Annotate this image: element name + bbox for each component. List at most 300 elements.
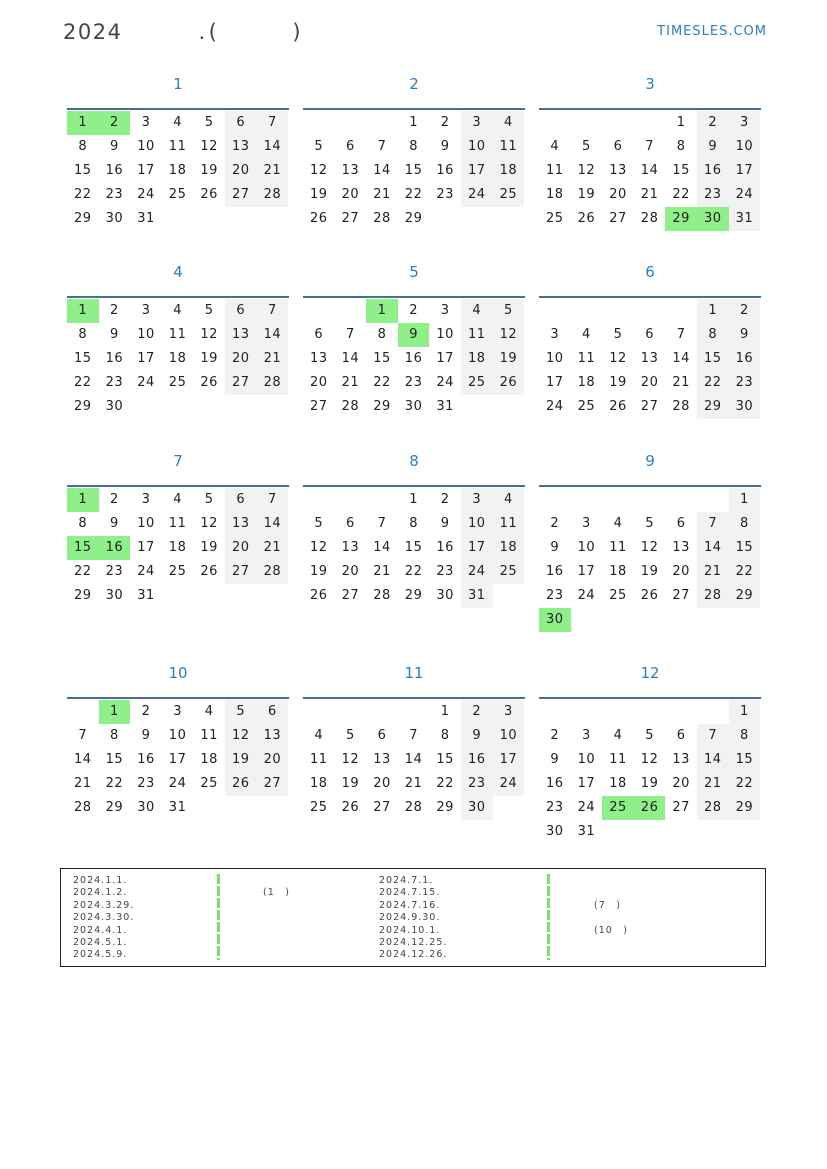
day-cell: 23: [105, 187, 124, 202]
day-cell: 10: [577, 752, 596, 767]
day-cell: 13: [672, 540, 690, 555]
day-cell: 8: [729, 512, 761, 536]
day-cell: 31: [461, 584, 493, 608]
day-cell: 22: [404, 187, 423, 202]
day-cell: 21: [697, 560, 729, 584]
day-cell: 25: [493, 183, 525, 207]
day-cell: 8: [729, 724, 761, 748]
day-cell: 6: [225, 299, 257, 323]
day-cell: 3: [493, 700, 525, 724]
day-cell: 1: [440, 704, 450, 719]
month-label: 1: [173, 75, 183, 93]
day-cell: 20: [225, 536, 257, 560]
month-days-grid: [303, 108, 525, 231]
day-cell: 15: [67, 536, 99, 560]
day-cell: 14: [257, 135, 289, 159]
day-cell: 13: [225, 323, 257, 347]
month-7: [67, 451, 289, 603]
day-cell: 7: [257, 111, 289, 135]
day-cell: 23: [546, 588, 564, 603]
day-cell: 4: [173, 115, 182, 130]
month-6: [539, 262, 761, 414]
day-cell: 2: [440, 492, 450, 507]
note-label-right-2: (10 ): [594, 925, 629, 936]
day-cell: 13: [672, 752, 690, 767]
day-cell: 15: [672, 163, 690, 178]
day-cell: 28: [697, 584, 729, 608]
day-cell: 3: [582, 516, 591, 531]
day-cell: 9: [729, 323, 761, 347]
day-cell: 20: [341, 187, 360, 202]
empty-cell: [602, 111, 634, 135]
day-cell: 4: [173, 492, 182, 507]
day-cell: 22: [697, 371, 729, 395]
day-cell: 30: [105, 211, 124, 226]
day-cell: 31: [137, 588, 155, 603]
day-cell: 21: [257, 347, 289, 371]
day-cell: 5: [645, 728, 654, 743]
day-cell: 29: [729, 796, 761, 820]
day-cell: 15: [729, 536, 761, 560]
empty-cell: [335, 111, 367, 135]
day-cell: 21: [697, 772, 729, 796]
day-cell: 22: [729, 560, 761, 584]
day-cell: 15: [105, 752, 124, 767]
day-cell: 12: [640, 752, 659, 767]
day-cell: 16: [105, 163, 124, 178]
day-cell: 23: [436, 564, 454, 579]
empty-cell: [602, 488, 634, 512]
month-days-grid: [539, 485, 761, 632]
day-cell: 19: [341, 776, 360, 791]
note-label-right-1: (7 ): [594, 900, 621, 911]
day-cell: 24: [137, 375, 155, 390]
day-cell: 5: [204, 303, 214, 318]
day-cell: 21: [257, 159, 289, 183]
day-cell: 16: [436, 540, 454, 555]
day-cell: 6: [645, 327, 654, 342]
day-cell: 19: [640, 776, 659, 791]
day-cell: 10: [137, 327, 155, 342]
day-cell: 16: [137, 752, 155, 767]
day-cell: 4: [582, 327, 591, 342]
day-cell: 20: [373, 776, 391, 791]
empty-cell: [697, 488, 729, 512]
day-cell: 4: [613, 728, 623, 743]
day-cell: 7: [78, 728, 88, 743]
empty-cell: [366, 111, 398, 135]
day-cell: 12: [577, 163, 596, 178]
day-cell: 30: [404, 399, 423, 414]
day-cell: 25: [602, 796, 634, 820]
day-cell: 21: [640, 187, 659, 202]
day-cell: 19: [200, 351, 218, 366]
day-cell: 25: [168, 375, 187, 390]
day-cell: 6: [225, 488, 257, 512]
day-cell: 14: [640, 163, 659, 178]
day-cell: 29: [665, 207, 697, 231]
month-days-grid: [303, 485, 525, 608]
day-cell: 9: [440, 516, 450, 531]
day-cell: 24: [577, 588, 596, 603]
day-cell: 2: [99, 111, 131, 135]
day-cell: 25: [609, 588, 627, 603]
empty-cell: [303, 488, 335, 512]
empty-cell: [571, 488, 603, 512]
day-cell: 29: [74, 211, 92, 226]
day-cell: 25: [200, 776, 218, 791]
month-label: 4: [173, 263, 183, 281]
day-cell: 16: [729, 347, 761, 371]
day-cell: 3: [550, 327, 560, 342]
day-cell: 28: [257, 560, 289, 584]
day-cell: 16: [404, 351, 423, 366]
month-days-grid: [303, 296, 525, 419]
note-date: 2024.12.26.: [379, 949, 448, 961]
day-cell: 2: [550, 516, 560, 531]
day-cell: 13: [257, 724, 289, 748]
day-cell: 28: [341, 399, 360, 414]
day-cell: 12: [200, 516, 218, 531]
day-cell: 18: [493, 159, 525, 183]
day-cell: 16: [99, 536, 131, 560]
day-cell: 22: [74, 564, 92, 579]
day-cell: 28: [640, 211, 659, 226]
empty-cell: [335, 700, 367, 724]
day-cell: 11: [168, 327, 187, 342]
day-cell: 9: [398, 323, 430, 347]
month-11: [303, 663, 525, 815]
day-cell: 5: [493, 299, 525, 323]
day-cell: 14: [74, 752, 92, 767]
day-cell: 20: [640, 375, 659, 390]
day-cell: 1: [409, 115, 418, 130]
day-cell: 17: [493, 748, 525, 772]
day-cell: 17: [729, 159, 761, 183]
day-cell: 28: [373, 588, 391, 603]
day-cell: 17: [546, 375, 564, 390]
day-cell: 9: [440, 139, 450, 154]
day-cell: 30: [546, 824, 564, 839]
day-cell: 18: [168, 540, 187, 555]
day-cell: 10: [436, 327, 454, 342]
day-cell: 27: [609, 211, 627, 226]
note-date: 2024.4.1.: [73, 924, 128, 936]
day-cell: 6: [613, 139, 623, 154]
month-10: [67, 663, 289, 815]
day-cell: 21: [404, 776, 423, 791]
day-cell: 28: [257, 183, 289, 207]
holiday-notes-box: [60, 868, 766, 967]
day-cell: 2: [550, 728, 560, 743]
day-cell: 31: [168, 800, 187, 815]
day-cell: 5: [582, 139, 591, 154]
day-cell: 13: [225, 135, 257, 159]
day-cell: 7: [697, 512, 729, 536]
day-cell: 18: [577, 375, 596, 390]
note-date: 2024.7.1.: [379, 875, 434, 886]
day-cell: 27: [310, 399, 328, 414]
day-cell: 19: [200, 163, 218, 178]
day-cell: 23: [105, 564, 124, 579]
empty-cell: [697, 700, 729, 724]
empty-cell: [539, 299, 571, 323]
day-cell: 20: [672, 776, 690, 791]
day-cell: 12: [200, 139, 218, 154]
note-date: 2024.10.1.: [379, 924, 441, 936]
day-cell: 30: [461, 796, 493, 820]
day-cell: 29: [74, 399, 92, 414]
day-cell: 1: [697, 299, 729, 323]
day-cell: 29: [105, 800, 124, 815]
day-cell: 6: [676, 728, 686, 743]
day-cell: 31: [729, 207, 761, 231]
day-cell: 31: [436, 399, 454, 414]
month-9: [539, 451, 761, 627]
day-cell: 9: [697, 135, 729, 159]
notes-left-divider: [217, 874, 220, 960]
day-cell: 21: [373, 187, 391, 202]
day-cell: 18: [546, 187, 564, 202]
empty-cell: [634, 700, 666, 724]
day-cell: 26: [609, 399, 627, 414]
title-paren-close: ): [292, 20, 303, 44]
day-cell: 19: [609, 375, 627, 390]
day-cell: 4: [613, 516, 623, 531]
day-cell: 12: [225, 724, 257, 748]
day-cell: 1: [67, 488, 99, 512]
day-cell: 26: [200, 187, 218, 202]
day-cell: 1: [67, 299, 99, 323]
day-cell: 27: [672, 588, 690, 603]
month-label: 2: [409, 75, 419, 93]
day-cell: 29: [74, 588, 92, 603]
day-cell: 21: [373, 564, 391, 579]
day-cell: 27: [373, 800, 391, 815]
day-cell: 12: [310, 163, 328, 178]
day-cell: 14: [257, 512, 289, 536]
day-cell: 22: [74, 375, 92, 390]
day-cell: 23: [461, 772, 493, 796]
day-cell: 9: [550, 752, 560, 767]
day-cell: 23: [404, 375, 423, 390]
day-cell: 5: [645, 516, 654, 531]
brand-link[interactable]: TIMESLES.COM: [657, 24, 767, 39]
day-cell: 24: [493, 772, 525, 796]
day-cell: 16: [546, 564, 564, 579]
day-cell: 5: [225, 700, 257, 724]
day-cell: 10: [546, 351, 564, 366]
month-label: 6: [645, 263, 655, 281]
day-cell: 30: [729, 395, 761, 419]
note-date: 2024.9.30.: [379, 912, 441, 924]
day-cell: 1: [409, 492, 418, 507]
day-cell: 15: [373, 351, 391, 366]
day-cell: 29: [373, 399, 391, 414]
day-cell: 29: [729, 584, 761, 608]
day-cell: 22: [436, 776, 454, 791]
day-cell: 24: [137, 564, 155, 579]
empty-cell: [398, 700, 430, 724]
day-cell: 19: [310, 187, 328, 202]
month-4: [67, 262, 289, 414]
month-days-grid: [67, 697, 289, 820]
day-cell: 1: [366, 299, 398, 323]
notes-right-divider: [547, 874, 550, 960]
month-days-grid: [539, 697, 761, 844]
day-cell: 6: [377, 728, 387, 743]
month-days-grid: [539, 296, 761, 419]
note-date: 2024.7.15.: [379, 887, 441, 899]
empty-cell: [634, 111, 666, 135]
day-cell: 22: [729, 772, 761, 796]
month-5: [303, 262, 525, 414]
day-cell: 25: [577, 399, 596, 414]
day-cell: 27: [257, 772, 289, 796]
day-cell: 18: [200, 752, 218, 767]
empty-cell: [539, 111, 571, 135]
day-cell: 8: [78, 327, 88, 342]
day-cell: 3: [141, 303, 151, 318]
day-cell: 28: [74, 800, 92, 815]
day-cell: 9: [141, 728, 151, 743]
day-cell: 28: [672, 399, 690, 414]
day-cell: 25: [310, 800, 328, 815]
day-cell: 1: [729, 488, 761, 512]
day-cell: 19: [493, 347, 525, 371]
day-cell: 31: [137, 211, 155, 226]
day-cell: 8: [697, 323, 729, 347]
day-cell: 1: [99, 700, 131, 724]
day-cell: 2: [440, 115, 450, 130]
day-cell: 24: [461, 560, 493, 584]
day-cell: 30: [105, 588, 124, 603]
day-cell: 23: [697, 183, 729, 207]
day-cell: 17: [137, 163, 155, 178]
day-cell: 20: [257, 748, 289, 772]
day-cell: 22: [74, 187, 92, 202]
day-cell: 7: [676, 327, 686, 342]
day-cell: 3: [173, 704, 182, 719]
day-cell: 9: [550, 540, 560, 555]
day-cell: 21: [672, 375, 690, 390]
day-cell: 26: [225, 772, 257, 796]
day-cell: 11: [310, 752, 328, 767]
day-cell: 25: [168, 187, 187, 202]
day-cell: 5: [204, 492, 214, 507]
day-cell: 16: [105, 351, 124, 366]
day-cell: 7: [697, 724, 729, 748]
day-cell: 23: [137, 776, 155, 791]
day-cell: 17: [436, 351, 454, 366]
day-cell: 17: [577, 564, 596, 579]
title-year: 2024: [63, 20, 123, 44]
day-cell: 11: [493, 512, 525, 536]
empty-cell: [665, 488, 697, 512]
day-cell: 30: [436, 588, 454, 603]
day-cell: 5: [314, 516, 324, 531]
day-cell: 18: [168, 351, 187, 366]
day-cell: 17: [137, 540, 155, 555]
day-cell: 17: [461, 159, 493, 183]
day-cell: 15: [697, 347, 729, 371]
day-cell: 4: [493, 111, 525, 135]
day-cell: 6: [257, 700, 289, 724]
day-cell: 17: [137, 351, 155, 366]
day-cell: 13: [341, 540, 360, 555]
month-label: 9: [645, 452, 655, 470]
day-cell: 8: [110, 728, 119, 743]
day-cell: 13: [225, 512, 257, 536]
month-days-grid: [67, 296, 289, 419]
day-cell: 3: [582, 728, 591, 743]
day-cell: 6: [346, 516, 355, 531]
day-cell: 4: [173, 303, 182, 318]
note-date: 2024.1.1.: [73, 875, 128, 886]
day-cell: 13: [640, 351, 659, 366]
note-date: 2024.1.2.: [73, 887, 128, 899]
day-cell: 7: [257, 299, 289, 323]
month-2: [303, 74, 525, 226]
day-cell: 28: [404, 800, 423, 815]
day-cell: 13: [373, 752, 391, 767]
empty-cell: [602, 299, 634, 323]
month-3: [539, 74, 761, 226]
day-cell: 2: [110, 492, 119, 507]
day-cell: 26: [493, 371, 525, 395]
day-cell: 14: [373, 163, 391, 178]
empty-cell: [303, 111, 335, 135]
day-cell: 11: [609, 752, 627, 767]
empty-cell: [665, 700, 697, 724]
day-cell: 8: [78, 139, 88, 154]
day-cell: 29: [404, 588, 423, 603]
day-cell: 24: [168, 776, 187, 791]
day-cell: 8: [409, 139, 418, 154]
day-cell: 7: [346, 327, 355, 342]
day-cell: 24: [137, 187, 155, 202]
day-cell: 14: [341, 351, 360, 366]
day-cell: 23: [105, 375, 124, 390]
day-cell: 15: [404, 163, 423, 178]
day-cell: 22: [105, 776, 124, 791]
day-cell: 26: [310, 588, 328, 603]
day-cell: 11: [168, 516, 187, 531]
empty-cell: [303, 299, 335, 323]
page-title: [63, 20, 302, 44]
day-cell: 9: [110, 516, 119, 531]
month-8: [303, 451, 525, 603]
day-cell: 21: [257, 536, 289, 560]
day-cell: 30: [137, 800, 155, 815]
day-cell: 24: [436, 375, 454, 390]
day-cell: 2: [461, 700, 493, 724]
day-cell: 11: [609, 540, 627, 555]
day-cell: 26: [640, 588, 659, 603]
day-cell: 12: [341, 752, 360, 767]
day-cell: 20: [341, 564, 360, 579]
day-cell: 27: [640, 399, 659, 414]
day-cell: 19: [200, 540, 218, 555]
empty-cell: [634, 488, 666, 512]
month-label: 11: [404, 664, 424, 682]
day-cell: 12: [200, 327, 218, 342]
day-cell: 3: [141, 492, 151, 507]
day-cell: 29: [697, 395, 729, 419]
month-label: 8: [409, 452, 419, 470]
day-cell: 16: [546, 776, 564, 791]
day-cell: 24: [729, 183, 761, 207]
